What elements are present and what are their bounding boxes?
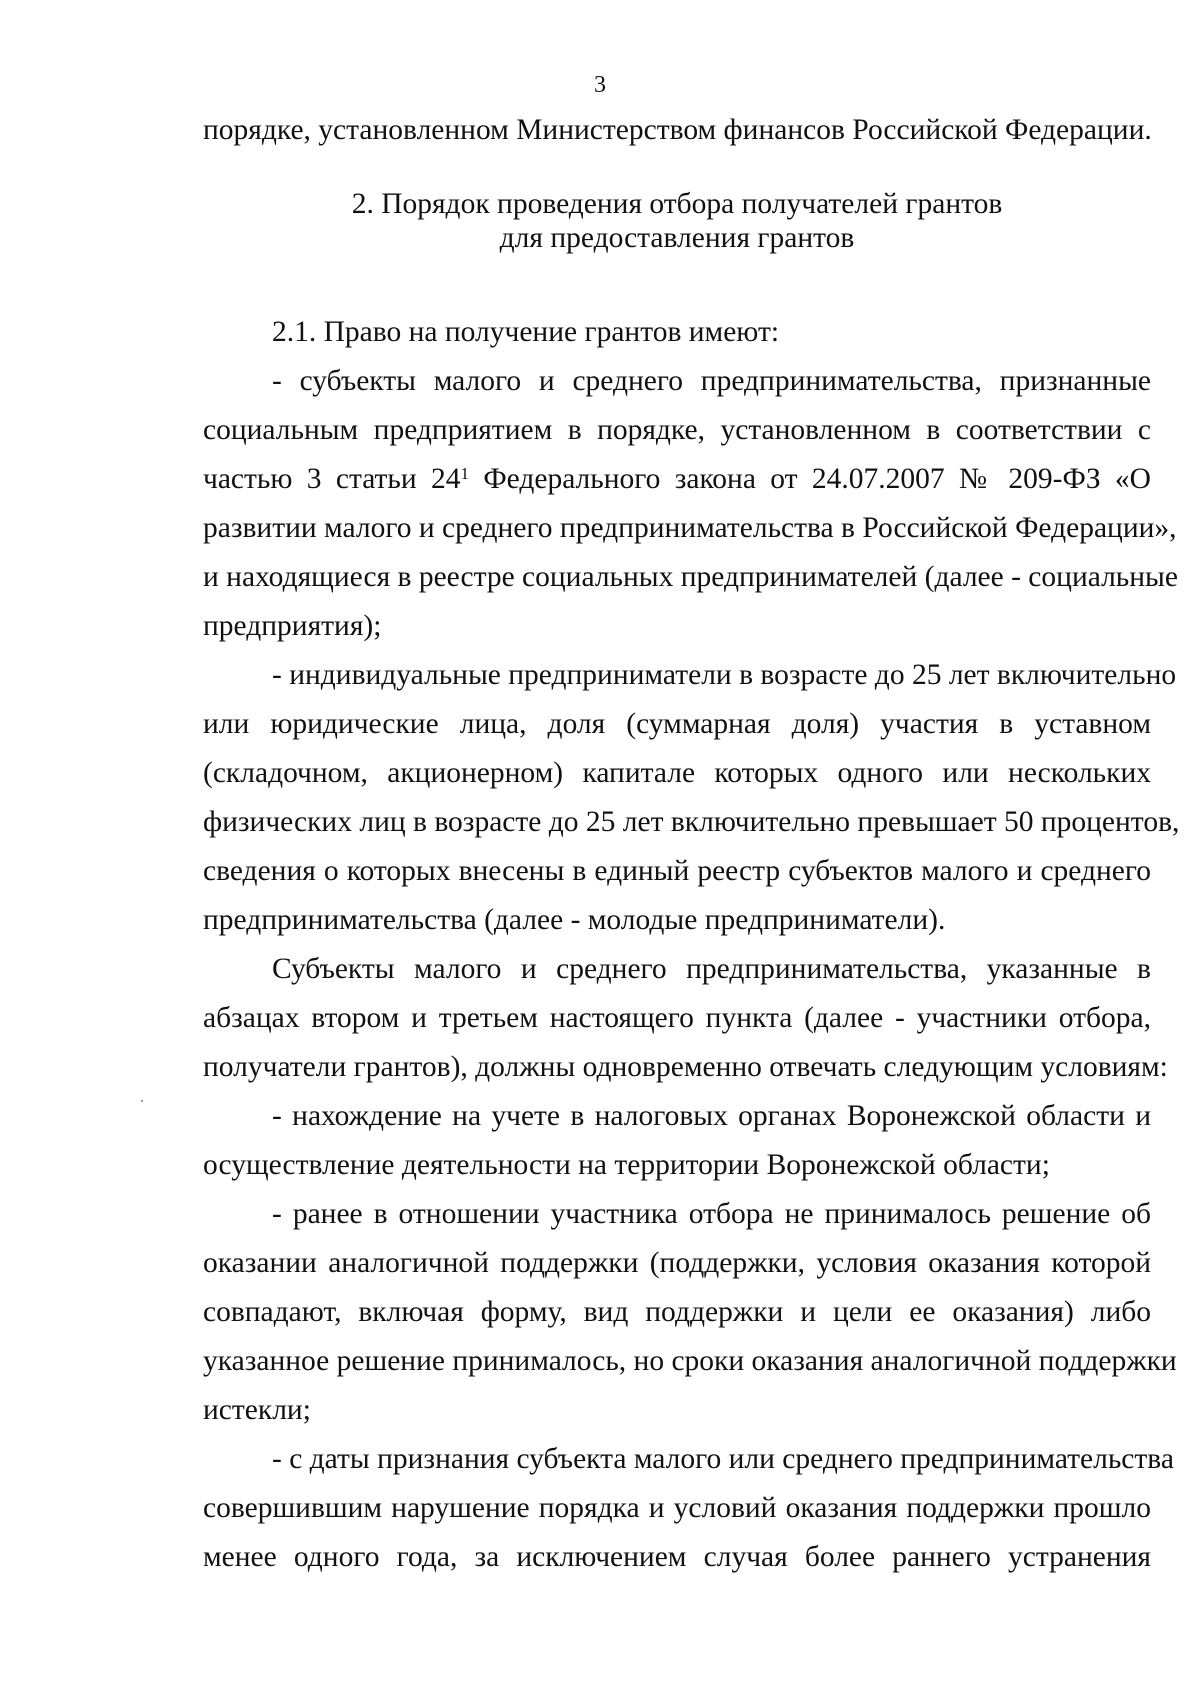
section-heading-line: 2. Порядок проведения отбора получателей грантов [351,188,1003,220]
section-heading-line: для предоставления грантов [499,222,855,254]
text-line: предприятия); [203,610,382,642]
section-heading [203,187,1151,255]
condition-violation-period [203,1435,1174,1582]
text-line [203,455,1151,504]
text-line: оказании аналогичной поддержки (поддержки, условия оказания которой [203,1247,1151,1279]
text-line: - субъекты малого и среднего предпринимательства, признанные [272,365,1151,397]
paragraph-subjects [203,945,1168,1092]
superscript: 1 [460,464,469,483]
text-line: - нахождение на учете в налоговых органах Воронежской области и [272,1100,1151,1132]
clause-heading: 2.1. Право на получение грантов имеют: [272,316,780,348]
text-line: менее одного года, за исключением случая более раннего устранения [203,1541,1151,1573]
text-line: порядке, установленном Министерством финансов Российской Федерации. [203,114,1152,146]
text-line: или юридические лица, доля (суммарная доля) участия в уставном [203,708,1151,740]
text-line: физических лиц в возрасте до 25 лет включительно превышает 50 процентов, [203,806,1180,838]
text-line: социальным предприятием в порядке, установленном в соответствии с [203,414,1151,446]
intro-paragraph [203,106,1151,155]
text-line: совпадают, включая форму, вид поддержки и цели ее оказания) либо [203,1296,1151,1328]
text-line: - с даты признания субъекта малого или среднего предпринимательства [272,1443,1174,1475]
text-line: осуществление деятельности на территории Воронежской области; [203,1149,1050,1181]
text-line: Субъекты малого и среднего предпринимательства, указанные в [272,953,1151,985]
list-item-young-entrepreneurs [203,651,1180,945]
text-line: предпринимательства (далее - молодые предприниматели). [203,904,946,936]
text-line: сведения о которых внесены в единый реестр субъектов малого и среднего [203,855,1151,887]
scan-speck [141,1100,143,1102]
clause-2-1 [203,308,1151,357]
text-fragment: частью 3 статьи 24 [203,463,461,495]
text-line: совершившим нарушение порядка и условий оказания поддержки прошло [203,1492,1151,1524]
page-number: 3 [594,72,606,98]
condition-tax-registration [203,1092,1151,1190]
text-line: развитии малого и среднего предпринимательства в Российской Федерации», [203,512,1177,544]
text-line: абзацах втором и третьем настоящего пункта (далее - участники отбора, [203,1002,1151,1034]
text-line: (складочном, акционерном) капитале которых одного или нескольких [203,757,1151,789]
text-line: истекли; [203,1394,311,1426]
list-item-social-enterprises [203,357,1178,651]
text-line: указанное решение принималось, но сроки оказания аналогичной поддержки [203,1345,1177,1377]
text-line: и находящиеся в реестре социальных предпринимателей (далее - социальные [203,561,1178,593]
condition-no-prior-support [203,1190,1177,1435]
text-line: - индивидуальные предприниматели в возрасте до 25 лет включительно [272,659,1177,691]
text-line: получатели грантов), должны одновременно отвечать следующим условиям: [203,1051,1168,1083]
text-line: - ранее в отношении участника отбора не принималось решение об [272,1198,1151,1230]
text-fragment: Федерального закона от 24.07.2007 № 209-ФЗ «О [469,463,1151,495]
